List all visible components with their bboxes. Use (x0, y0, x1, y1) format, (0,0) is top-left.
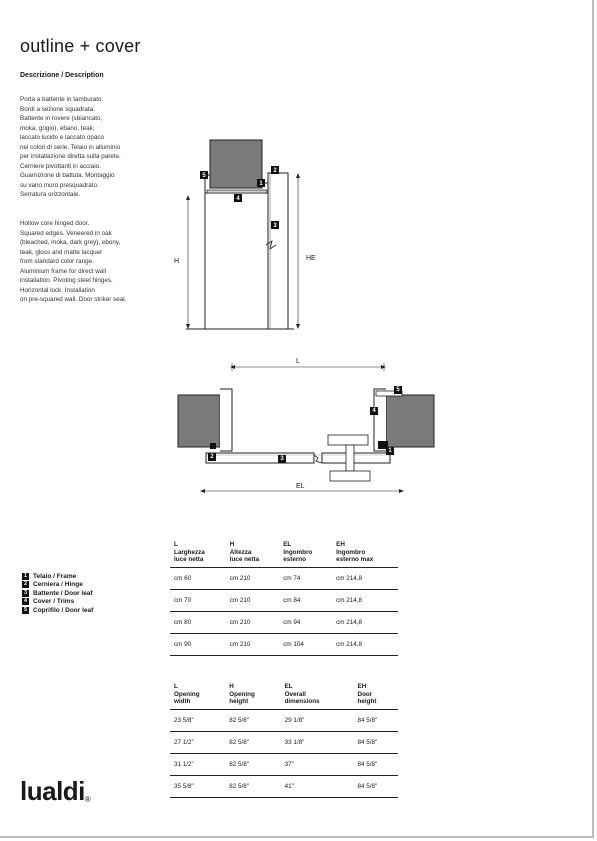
table-cell: 33 1/8" (281, 731, 354, 753)
table-cell: 82 5/8" (225, 731, 280, 753)
metric-dimensions-table (170, 541, 398, 656)
page-title: outline + cover (20, 36, 141, 56)
marker-1-vertical: 1 (259, 181, 263, 187)
table-row (170, 731, 398, 753)
table-cell: 31 1/2" (170, 753, 225, 775)
table-row (170, 633, 398, 655)
table-cell: 23 5/8" (170, 709, 225, 731)
table-row (170, 589, 398, 611)
legend-label: Battente / Door leaf (33, 589, 93, 597)
dimension-label-l: L (296, 358, 300, 365)
legend-item (22, 581, 93, 590)
description-italian: Porta a battente in tamburato. Bordi a sezione squadrata. Battente in rovere (sbiancato, moka, grigio), ebano, teak; laccato lucido e laccato opaco nei colori di serie. Telaio in alluminio per installazione diretta sulla parete. Cerniere pivottanti in acciaio. Guarnizione di battuta. Montaggio su vano muro presquadrato. Serratura orizzontale. (20, 96, 121, 198)
table-cell: 35 5/8" (170, 775, 225, 797)
table-row (170, 753, 398, 775)
legend-item (22, 572, 93, 581)
table-cell: 82 5/8" (225, 775, 280, 797)
table-cell: cm 90 (170, 633, 226, 655)
legend-item (22, 598, 93, 607)
brand-name: lualdi (20, 776, 85, 806)
legend-item (22, 589, 93, 598)
legend-label: Telaio / Frame (33, 572, 77, 580)
table-cell: cm 210 (226, 633, 280, 655)
column-header: H Altezza luce netta (229, 541, 260, 563)
table-cell: cm 210 (226, 611, 280, 633)
table-cell: 84 5/8" (354, 753, 398, 775)
table-row (170, 709, 398, 731)
table-cell: cm 60 (170, 567, 226, 589)
table-cell: cm 210 (226, 567, 280, 589)
column-header: EL Overall dimensions (284, 683, 320, 705)
table-cell: 84 5/8" (354, 731, 398, 753)
legend-number: 4 (23, 598, 28, 605)
brand-logo (20, 776, 90, 807)
table-cell: cm 70 (170, 589, 226, 611)
legend-number: 2 (23, 581, 28, 588)
legend (22, 572, 93, 615)
table-cell: cm 214,8 (332, 567, 398, 589)
table-cell: 82 5/8" (225, 753, 280, 775)
dimension-label-h: H (174, 258, 180, 265)
table-cell: 84 5/8" (354, 709, 398, 731)
legend-number: 5 (23, 606, 28, 613)
legend-number: 1 (23, 572, 28, 579)
vertical-section-diagram (170, 135, 330, 335)
marker-3-horizontal: 3 (280, 456, 284, 462)
dimension-label-he: HE (306, 255, 316, 262)
table-row (170, 611, 398, 633)
marker-4-vertical: 4 (236, 196, 240, 202)
table-cell: 29 1/8" (281, 709, 354, 731)
marker-5-horizontal: 5 (396, 387, 400, 393)
table-cell: 84 5/8" (354, 775, 398, 797)
table-cell: cm 214,8 (332, 633, 398, 655)
horizontal-section-diagram (170, 355, 440, 495)
imperial-dimensions-table (170, 683, 398, 798)
marker-2-horizontal: 2 (210, 454, 214, 460)
dimension-label-el: EL (296, 483, 305, 490)
legend-item (22, 606, 93, 615)
marker-1-horizontal: 1 (388, 448, 392, 454)
table-cell: 37" (281, 753, 354, 775)
table-cell: cm 80 (170, 611, 226, 633)
marker-3-vertical: 3 (273, 223, 277, 229)
marker-2-vertical: 2 (273, 168, 277, 174)
column-header: L Larghezza luce netta (174, 541, 205, 563)
registered-mark: ® (84, 795, 91, 804)
legend-label: Cerniera / Hinge (33, 581, 83, 589)
table-row (170, 567, 398, 589)
table-cell: cm 214,8 (332, 589, 398, 611)
marker-5-vertical: 5 (202, 173, 206, 179)
marker-4-horizontal: 4 (372, 408, 376, 414)
column-header: EL Ingombro esterno (283, 541, 313, 563)
table-cell: cm 104 (279, 633, 332, 655)
section-heading: Descrizione / Description (20, 72, 104, 79)
column-header: EH Door height (357, 683, 377, 705)
table-cell: cm 94 (279, 611, 332, 633)
table-cell: cm 214,8 (332, 611, 398, 633)
table-row (170, 775, 398, 797)
table-cell: 41" (281, 775, 354, 797)
table-cell: cm 210 (226, 589, 280, 611)
column-header: EH Ingombro esterno max (336, 541, 374, 563)
table-cell: 27 1/2" (170, 731, 225, 753)
legend-number: 3 (23, 589, 28, 596)
legend-label: Cover / Trims (33, 598, 75, 606)
description-english: Hollow core hinged door. Squared edges. Veneered in oak (bleached, moka, dark grey), ebony, teak, gloss and matte lacquer from standard color range. Aluminium frame for direct wall installation. Pivoting steel hinges. Horizontal lock. Installation on pre-squared wall. Door striker seal. (20, 220, 127, 303)
column-header: L Opening width (174, 683, 200, 705)
column-header: H Opening height (229, 683, 255, 705)
table-cell: 82 5/8" (225, 709, 280, 731)
table-cell: cm 74 (279, 567, 332, 589)
table-cell: cm 84 (279, 589, 332, 611)
legend-label: Coprifilo / Door leaf (33, 606, 94, 614)
